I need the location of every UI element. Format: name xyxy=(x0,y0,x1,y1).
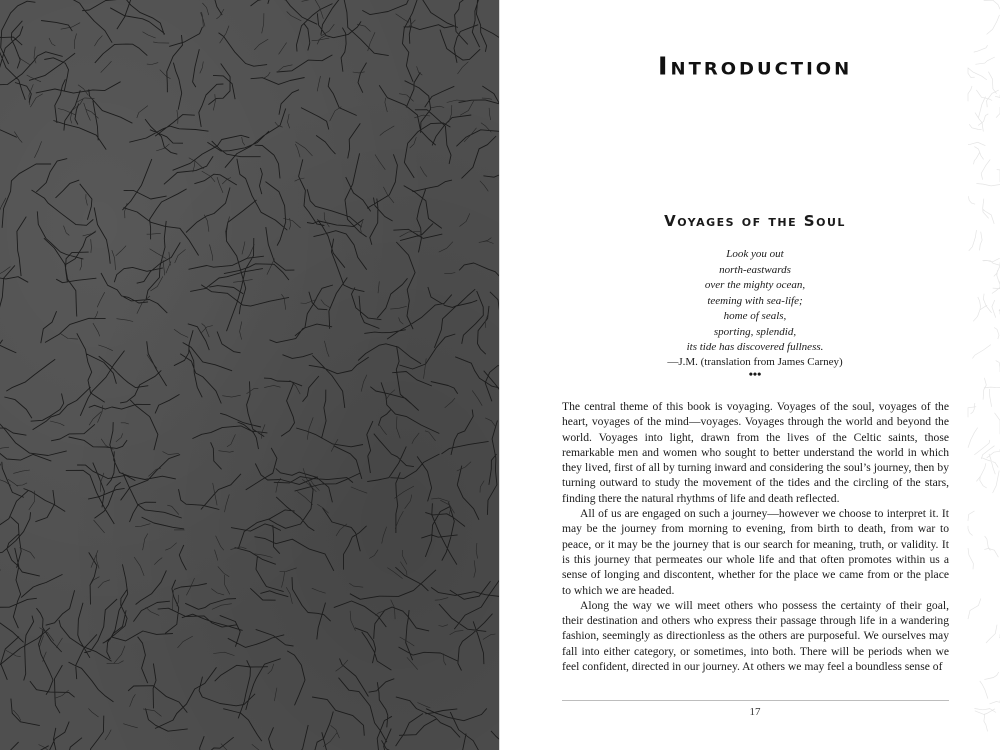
cracked-texture-page xyxy=(0,0,499,750)
text-page xyxy=(500,0,1000,750)
poem-line: sporting, splendid, xyxy=(713,325,797,338)
poem-attribution: —J.M. (translation from James Carney) xyxy=(667,356,843,368)
section-title: Voyages of the Soul xyxy=(664,212,846,230)
paragraph: Along the way we will meet others who possess the certainty of their goal, their destination and others who express their passage through life in a wandering fashion, seemingly as directionless as the others are purposeful. We ourselves may fall into either category, or sometimes, into both. There will be periods when we feel confident, directed in our journey. At others we may feel a boundless sense of xyxy=(562,598,949,674)
epigraph-poem xyxy=(500,247,1000,356)
fine-crack-lines xyxy=(0,0,496,750)
chapter-title: Introduction xyxy=(657,52,853,82)
poem-line: north-eastwards xyxy=(719,263,791,276)
poem-line: teeming with sea-life; xyxy=(707,294,803,307)
cracked-texture-image xyxy=(0,0,499,750)
paragraph: The central theme of this book is voyaging. Voyages of the soul, voyages of the heart, voyages of the mind—voyages. Voyages through the world and beyond the world. Voyages into light, drawn from the lives of the Celtic saints, those remarkable men and women who sought to better understand the world in which they lived, first of all by turning inward and considering the soul’s journey, then by turning outward to study the movement of the tides and the circling of the stars, finding there the natural rhythms of life and death reflected. xyxy=(562,400,949,505)
page-number: 17 xyxy=(749,706,761,718)
poem-line: its tide has discovered fullness. xyxy=(686,341,824,353)
poem-line: over the mighty ocean, xyxy=(704,279,806,291)
poem-line: Look you out xyxy=(726,248,784,260)
footer-rule xyxy=(562,700,949,701)
body-text xyxy=(562,399,949,674)
poem-line: home of seals, xyxy=(723,310,787,322)
section-separator: ••• xyxy=(748,367,762,381)
paragraph: All of us are engaged on such a journey—however we choose to interpret it. It may be the journey from morning to evening, from birth to death, from war to peace, or it may be the journey that is our search for meaning, truth, or validity. It is this journey that permeates our whole life and that often promotes within us a sense of longing and discontent, whether for the place we came from or the place to which we are headed. xyxy=(562,507,949,597)
